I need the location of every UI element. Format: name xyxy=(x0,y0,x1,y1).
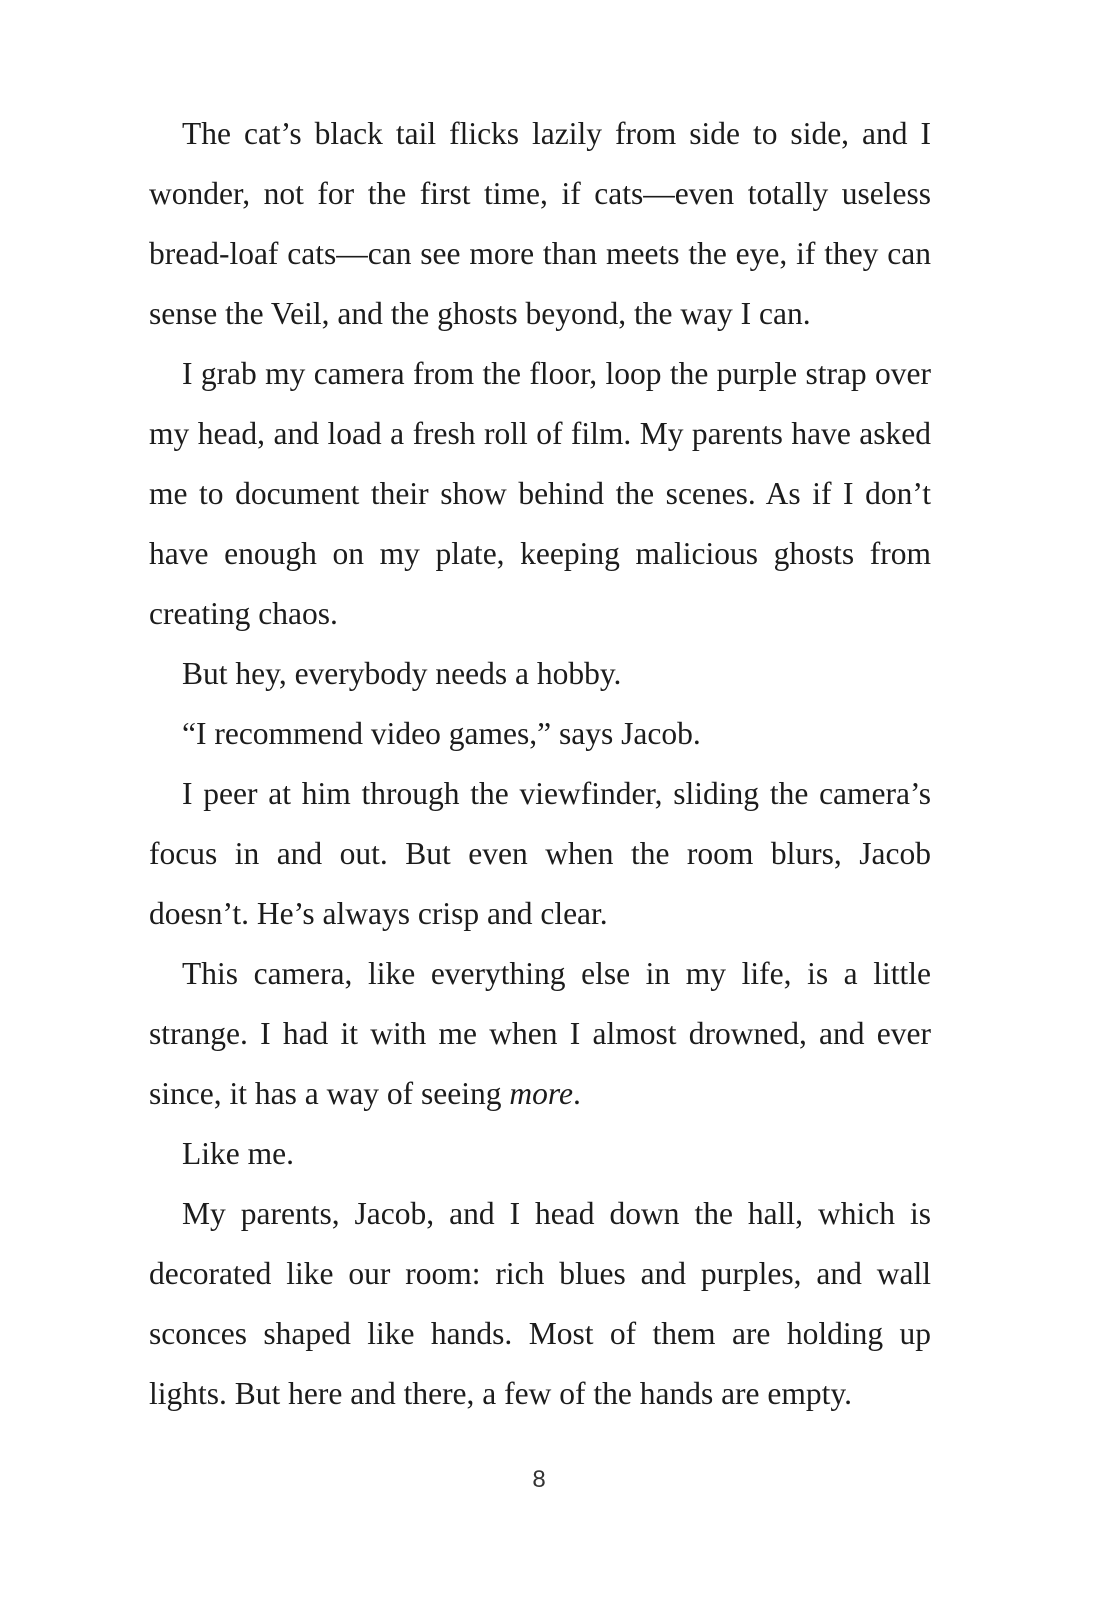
paragraph-2: I grab my camera from the floor, loop the purple strap over my head, and load a fresh roll of film. My parents have asked me to document their show behind the scenes. As if I don’t have enough on my plate, keeping malicious ghosts from creating chaos. xyxy=(149,356,931,631)
paragraph-7: Like me. xyxy=(182,1136,294,1171)
paragraph-6-emphasis: more xyxy=(509,1076,573,1111)
paragraph-4: “I recommend video games,” says Jacob. xyxy=(182,716,701,751)
paragraph-8: My parents, Jacob, and I head down the hall, which is decorated like our room: rich blues and purples, and wall sconces shaped like hands. Most of them are holding up lights. But here and there, a few of the hands are empty. xyxy=(149,1196,931,1411)
paragraph-5: I peer at him through the viewfinder, sliding the camera’s focus in and out. But even when the room blurs, Jacob doesn’t. He’s always crisp and clear. xyxy=(149,776,931,931)
body-text xyxy=(149,104,931,1424)
page-number: 8 xyxy=(532,1466,546,1493)
paragraph-6 xyxy=(149,944,931,1124)
paragraph-6-after: . xyxy=(572,1076,581,1111)
paragraph-1: The cat’s black tail flicks lazily from side to side, and I wonder, not for the first time, if cats—even totally useless bread-loaf cats—can see more than meets the eye, if they can sense the Veil, and the ghosts beyond, the way I can. xyxy=(149,116,931,331)
paragraph-3: But hey, everybody needs a hobby. xyxy=(182,656,622,691)
paragraph-6-before: This camera, like everything else in my life, is a little strange. I had it with me when I almost drowned, and ever since, it has a way of seeing xyxy=(149,956,931,1111)
